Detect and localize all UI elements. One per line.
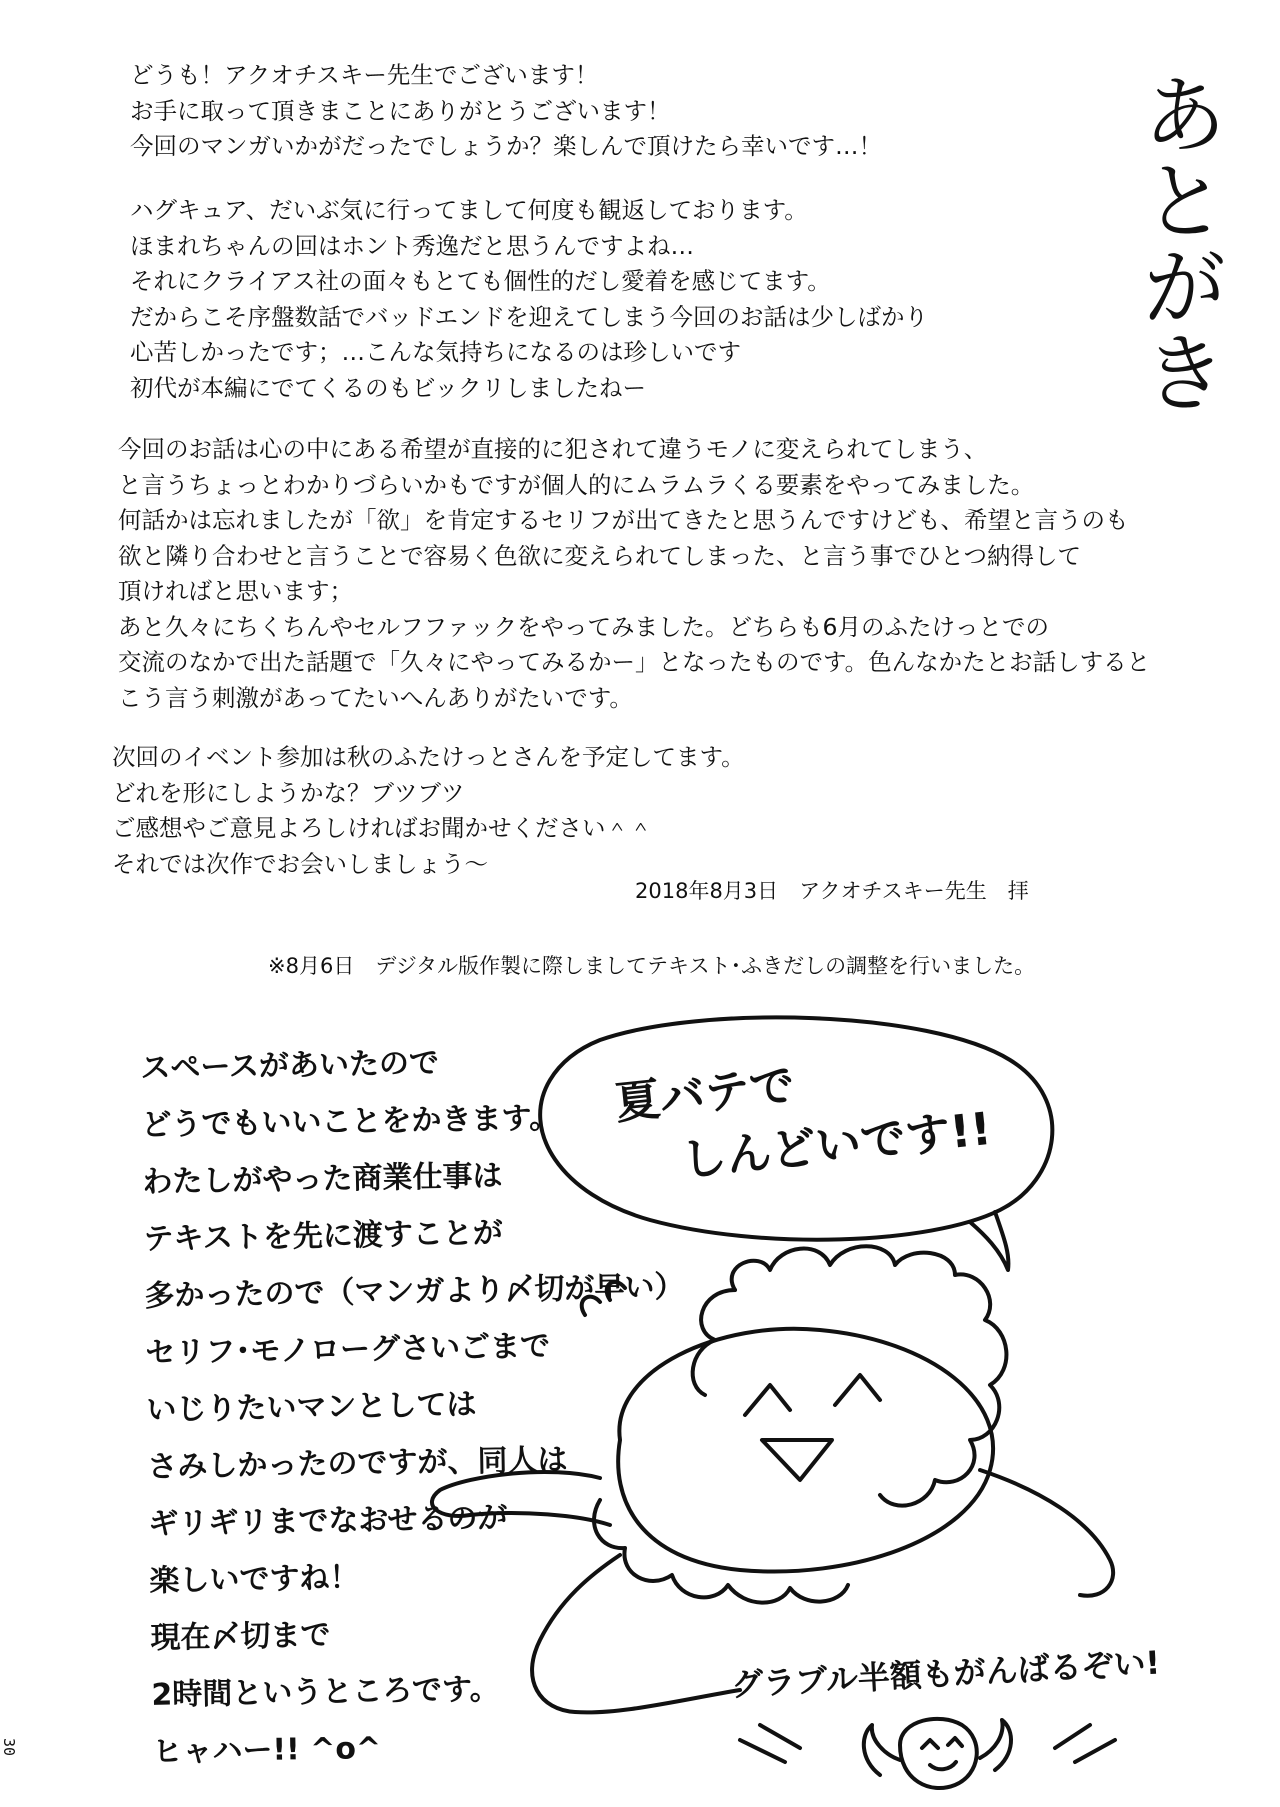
handwritten-line: ヒャハー!! ^o^	[152, 1730, 382, 1770]
text-line: 頂ければと思います；	[118, 577, 353, 605]
handwritten-line: さみしかったのですが、同人は	[147, 1442, 568, 1485]
left-eye	[745, 1385, 790, 1415]
page-number: 30	[0, 1738, 18, 1757]
signature: 2018年8月3日 アクオチスキー先生 拝	[635, 879, 1029, 903]
text-line: どれを形にしようかな？ブツブツ	[112, 778, 465, 807]
handwritten-line: 現在〆切まで	[150, 1617, 331, 1656]
text-line: あと久々にちくちんやセルフファックをやってみました。どちらも6月のふたけっとでの	[118, 612, 1049, 641]
text-line: 何話かは忘れましたが「欲」を肯定するセリフが出てきたと思うんですけども、希望と言うのも	[118, 506, 1129, 534]
afterword-title: あとがき	[1127, 70, 1227, 414]
text-line: それでは次作でお会いしましょう～	[112, 849, 488, 878]
text-line: ほまれちゃんの回はホント秀逸だと思うんですよね…	[130, 231, 694, 260]
text-line: 初代が本編にでてくるのもビックリしましたねー	[130, 373, 647, 402]
text-line: ご感想やご意見よろしければお聞かせください＾＾	[112, 814, 653, 842]
handwritten-line: 2時間というところです。	[151, 1671, 500, 1713]
text-line: ハグキュア、だいぶ気に行ってまして何度も観返しております。	[130, 196, 808, 224]
text-line: 心苦しかったです；…こんな気持ちになるのは珍しいです	[130, 338, 741, 366]
text-line: と言うちょっとわかりづらいかもですが個人的にムラムラくる要素をやってみました。	[118, 470, 1035, 499]
handwritten-line: わたしがやった商業仕事は	[142, 1158, 503, 1200]
text-line: こう言う刺激があってたいへんありがたいです。	[118, 683, 633, 712]
handwritten-line: セリフ･モノローグさいごまで	[145, 1328, 551, 1371]
text-line: 交流のなかで出た話題で「久々にやってみるかー」となったものです。色んなかたとお話しすると	[118, 648, 1151, 676]
small-character	[900, 1719, 977, 1788]
bubble-line: 夏バテで	[612, 1058, 798, 1130]
bubble-line: しんどいです!!	[678, 1101, 994, 1188]
text-line: どうも！アクオチスキー先生でございます！	[130, 61, 599, 89]
handwritten-note	[140, 1031, 693, 1781]
bottom-handwritten-text: グラブル半額もがんばるぞい!	[730, 1643, 1162, 1704]
mouth	[762, 1440, 832, 1480]
hair-outline	[732, 1246, 1007, 1505]
handwritten-line: 楽しいですね！	[149, 1560, 360, 1599]
text-line: 次回のイベント参加は秋のふたけっとさんを予定してます。	[112, 743, 745, 771]
text-line: それにクライアス社の面々もとても個性的だし愛着を感じてます。	[130, 267, 831, 295]
handwritten-line: ギリギリまでなおせるのが	[148, 1500, 508, 1542]
handwritten-line: スペースがあいたので	[140, 1045, 440, 1086]
handwritten-line: いじりたいマンとしては	[146, 1387, 477, 1428]
text-line: 今回のお話は心の中にある希望が直接的に犯されて違うモノに変えられてしまう、	[118, 435, 988, 463]
text-line: だからこそ序盤数話でバッドエンドを迎えてしまう今回のお話は少しばかり	[130, 302, 929, 331]
text-line: 今回のマンガいかがだったでしょうか？楽しんで頂けたら幸いです…！	[130, 132, 882, 160]
right-eye	[835, 1375, 880, 1405]
text-line: 欲と隣り合わせと言うことで容易く色欲に変えられてしまった、と言う事でひとつ納得して	[118, 541, 1082, 570]
handwritten-line: テキストを先に渡すことが	[143, 1215, 504, 1257]
handwritten-line: 多かったので（マンガより〆切が早い）	[144, 1269, 685, 1314]
handwritten-line: どうでもいいことをかきます。	[141, 1100, 560, 1143]
digital-edition-note: ※8月6日 デジタル版作製に際しましてテキスト･ふきだしの調整を行いました。	[268, 954, 1036, 978]
text-line: お手に取って頂きまことにありがとうございます！	[130, 96, 671, 125]
